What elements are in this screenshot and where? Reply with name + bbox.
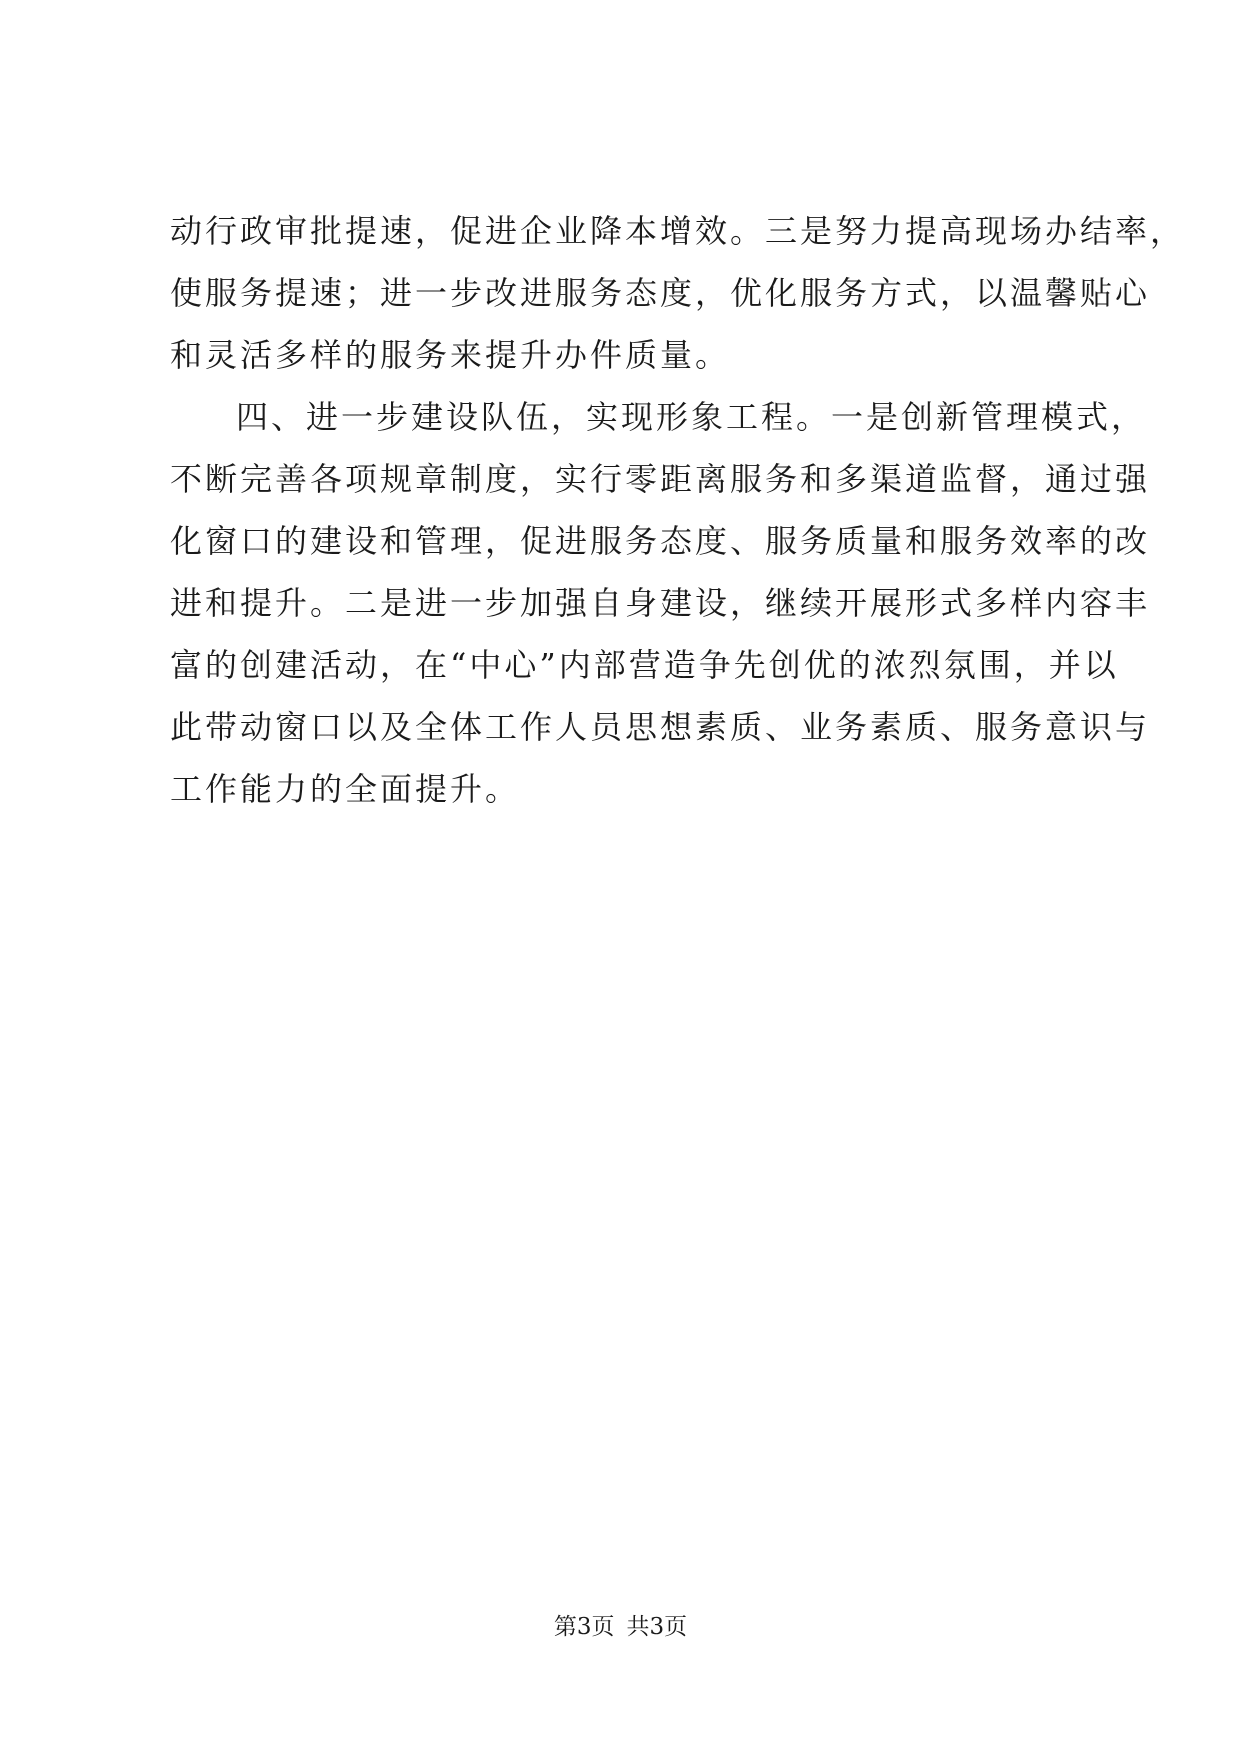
paragraph-section-four xyxy=(170,386,1151,820)
paragraph-continuation xyxy=(170,200,1186,386)
text-line: 和灵活多样的服务来提升办件质量。 xyxy=(170,336,731,374)
text-line: 富的创建活动，在“中心”内部营造争先创优的浓烈氛围，并以 xyxy=(170,646,1119,684)
document-body xyxy=(170,200,1186,820)
text-line: 动行政审批提速，促进企业降本增效。三是努力提高现场办结率， xyxy=(170,212,1186,250)
text-line: 不断完善各项规章制度，实行零距离服务和多渠道监督，通过强 xyxy=(170,460,1151,498)
text-line: 此带动窗口以及全体工作人员思想素质、业务素质、服务意识与 xyxy=(170,708,1151,746)
text-line: 四、进一步建设队伍，实现形象工程。一是创新管理模式， xyxy=(236,398,1147,436)
page-total: 共3页 xyxy=(626,1614,688,1640)
page-number: 第3页 xyxy=(553,1614,615,1640)
text-line: 进和提升。二是进一步加强自身建设，继续开展形式多样内容丰 xyxy=(170,584,1151,622)
page-footer xyxy=(0,1612,1241,1642)
text-line: 化窗口的建设和管理，促进服务态度、服务质量和服务效率的改 xyxy=(170,522,1151,560)
text-line: 使服务提速；进一步改进服务态度，优化服务方式，以温馨贴心 xyxy=(170,274,1151,312)
text-line: 工作能力的全面提升。 xyxy=(170,770,521,808)
